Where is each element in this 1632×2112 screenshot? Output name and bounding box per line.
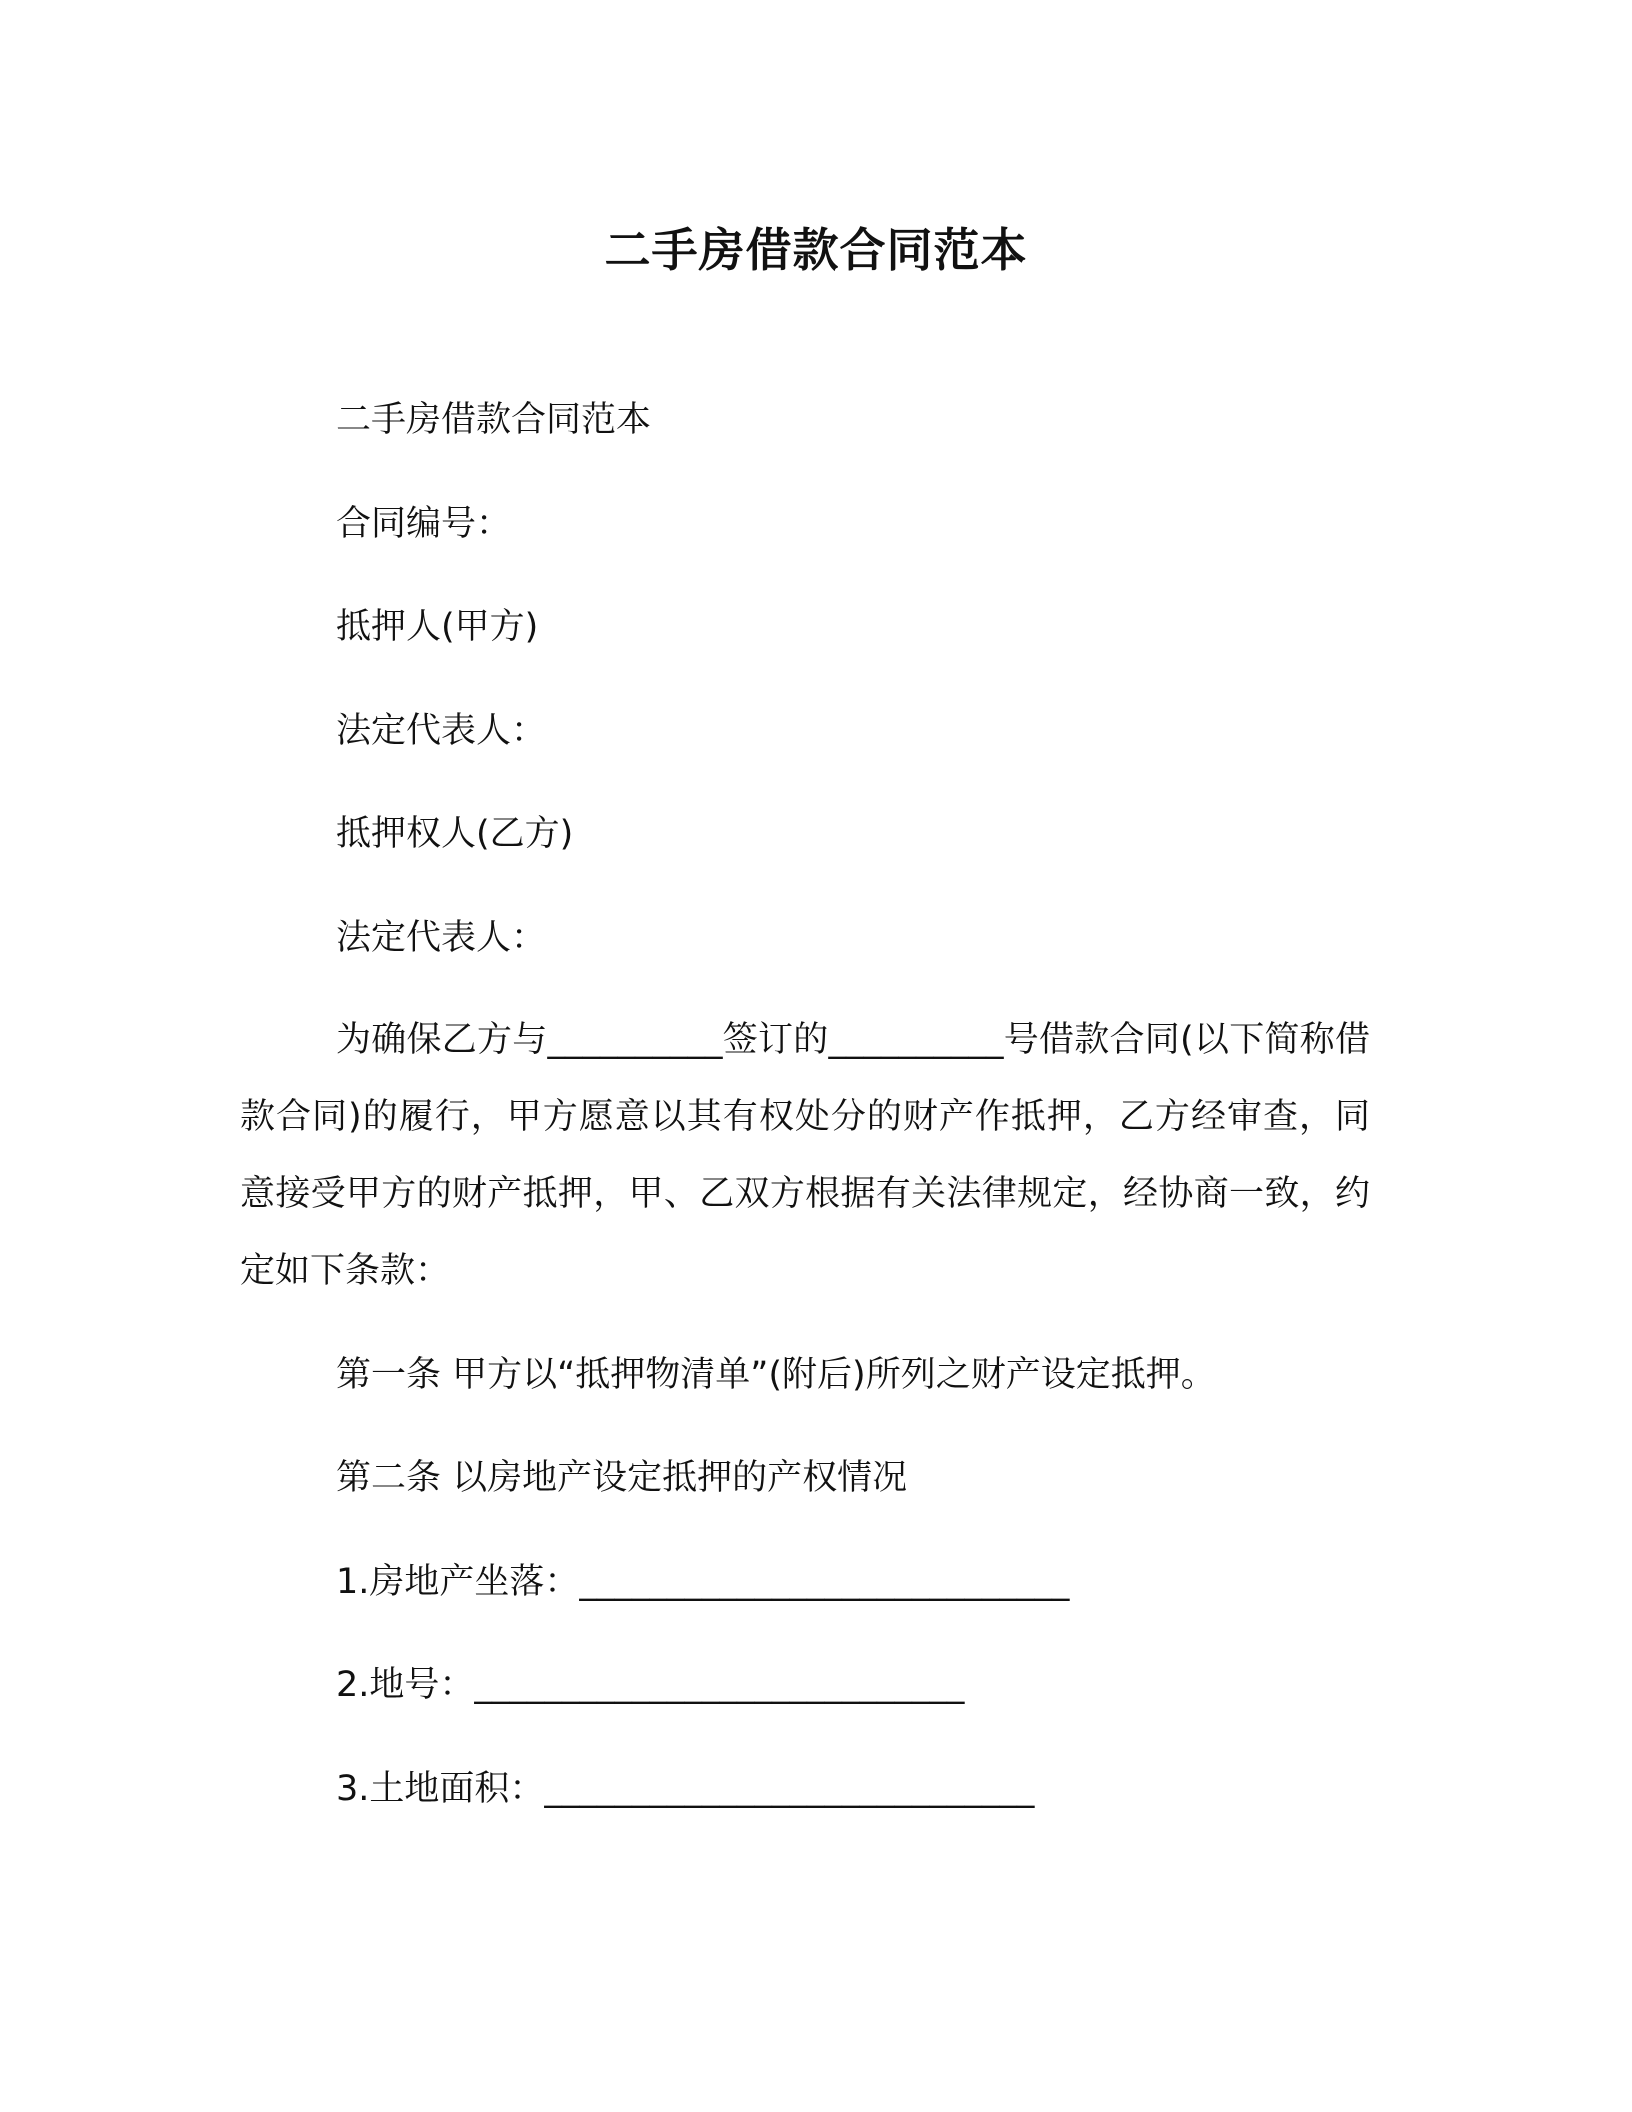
item-property-location: 1.房地产坐落：____________________________ [336,1562,1070,1602]
mortgagor-line: 抵押人(甲方) [336,607,539,647]
article-2: 第二条 以房地产设定抵押的产权情况 [336,1458,908,1498]
item-land-area: 3.土地面积：____________________________ [336,1769,1035,1809]
mortgagee-line: 抵押权人(乙方) [336,814,574,854]
item-lot-number: 2.地号：____________________________ [336,1665,965,1705]
preamble-text: 为确保乙方与__________签订的__________号借款合同(以下简称借款合同)的履行，甲方愿意以其有权处分的财产作抵押，乙方经审查，同意接受甲方的财产抵押，甲、乙双方根据有关法律规定，经协商一致，约定如下条款： [240,1020,1370,1291]
article-1: 第一条 甲方以“抵押物清单”(附后)所列之财产设定抵押。 [336,1355,1216,1395]
mortgagee-representative-line: 法定代表人： [336,918,547,958]
document-title: 二手房借款合同范本 [604,223,1028,277]
preamble-paragraph [240,1002,1370,1310]
subtitle-line: 二手房借款合同范本 [336,400,652,440]
contract-number-line: 合同编号： [336,504,512,544]
mortgagor-representative-line: 法定代表人： [336,711,547,751]
